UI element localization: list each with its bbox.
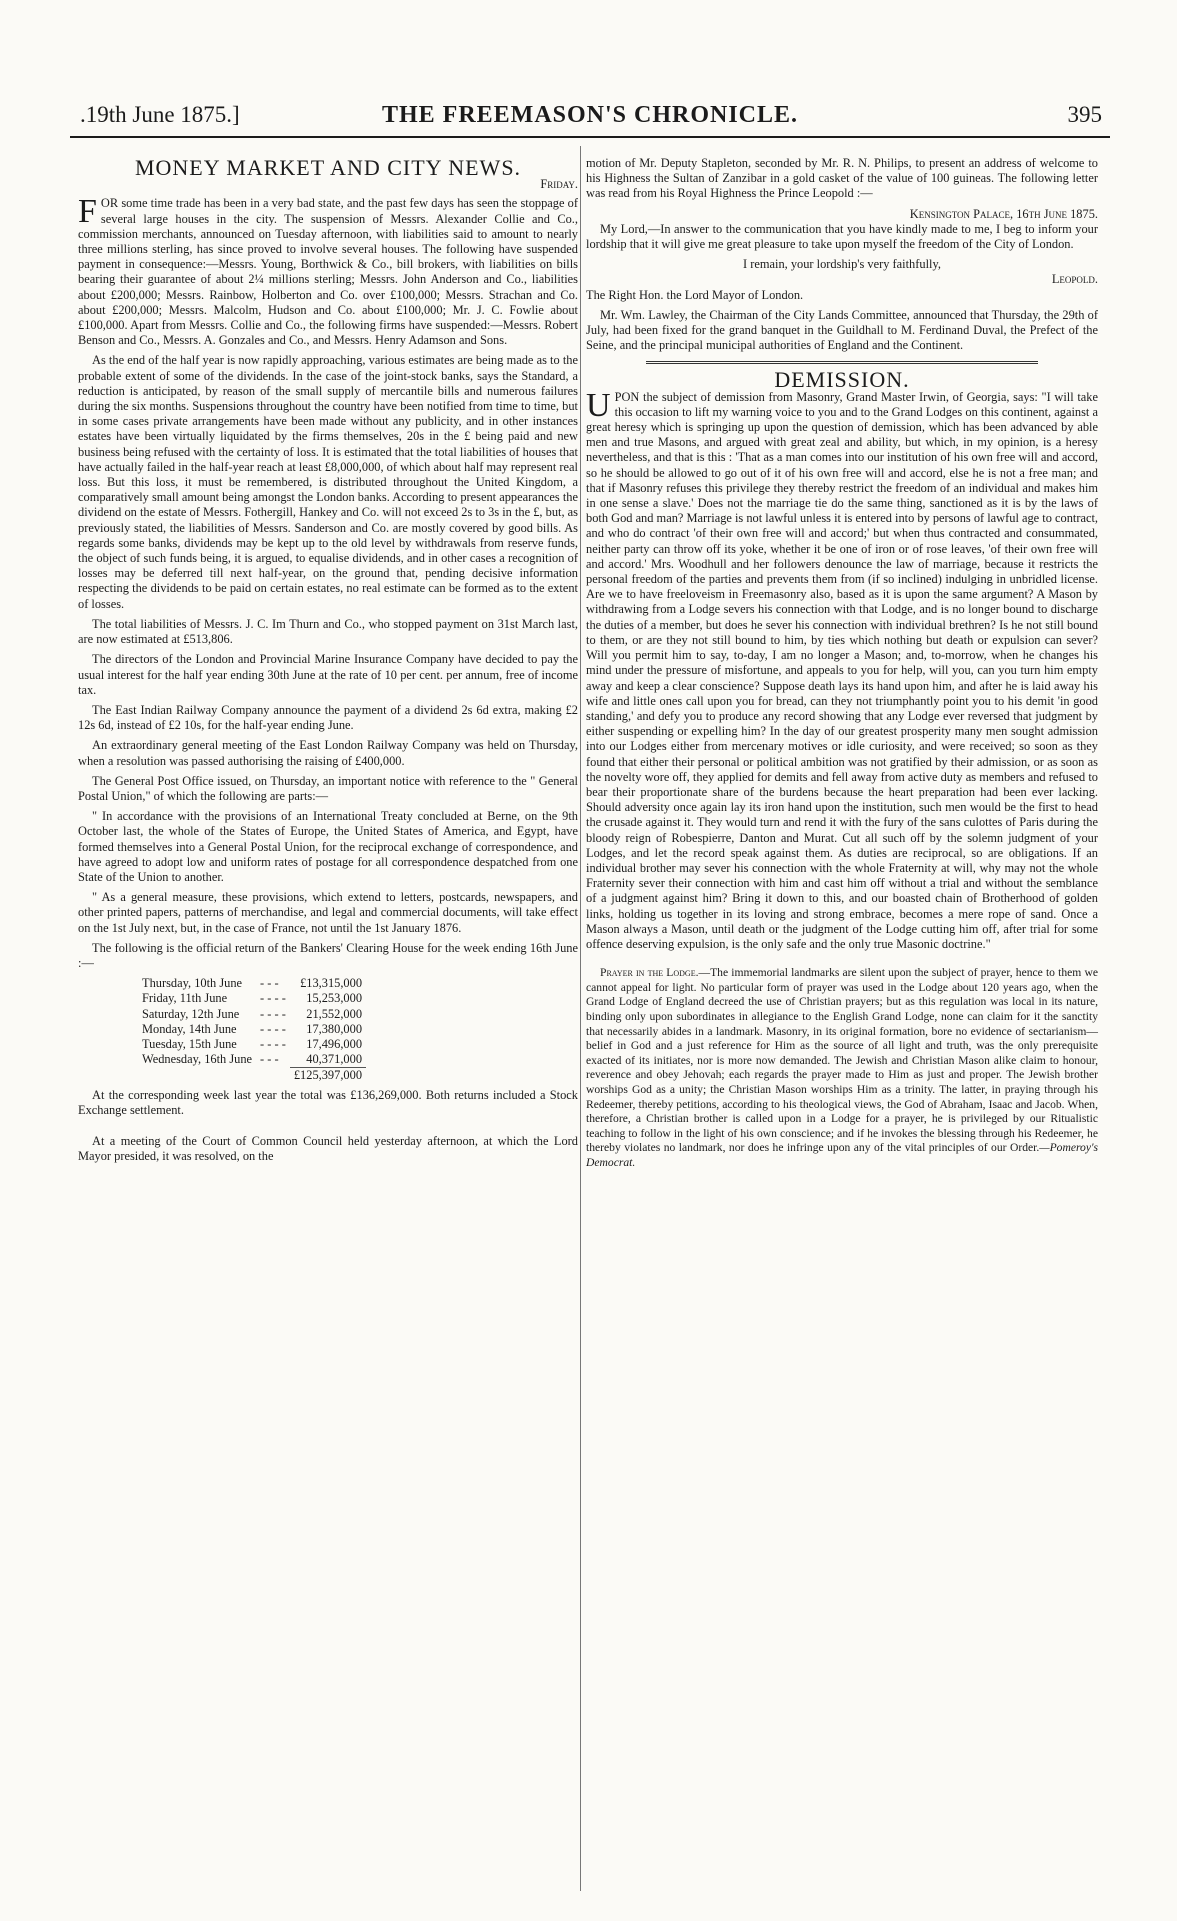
money-paragraph-8: " In accordance with the provisions of an International Treaty concluded at Berne, on the 9th October last, the whole of the States of Europe, the United States of America, and Egypt, have formed themselves into a General Postal Union, for the reciprocal exchange of correspondence, and have agreed to adopt low and uniform rates of postage for all correspondence despatched from one State of the Union to another. [78,809,578,884]
letter-body: My Lord,—In answer to the communication that you have kindly made to me, I beg to inform your lordship that it will give me great pleasure to take upon myself the freedom of the City of London. [586,221,1098,252]
clearing-day: Monday, 14th June [142,1021,237,1036]
clearing-house-table [138,976,366,1083]
money-paragraph-2: As the end of the half year is now rapidly approaching, various estimates are being made as to the probable extent of some of the dividends. In the case of the joint-stock banks, says the Standard, a reduction is anticipated, by reason of the small supply of mercantile bills and numerous failures during the six months. Suspensions throughout the country have been notified from time to time, but in some cases private arrangements have been made without any publicity, and in other instances estates have been virtually liquidated by the firms themselves, 20s in the £ being paid and new business being refused with the certainty of loss. It is estimated that the total liabilities of houses that have actually failed in the half-year reach at least £8,000,000, of which about half may represent real loss. But this loss, it must be remembered, is distributed throughout the United Kingdom, a comparatively small amount being amongst the London banks. According to present appearances the dividend on the estate of Messrs. Fothergill, Hankey and Co. will not exceed 2s to 3s in the £, but, as previously stated, the liabilities of Messrs. Sanderson and Co. are mostly covered by good bills. As regards some banks, dividends may be kept up to the old level by withdrawals from reserve funds, the object of such funds being, it is argued, to equalise dividends, and in other cases a recognition of losses may be deferred till next half-year, on the ground that, pending decisive information respecting the dividends to be paid on certain estates, no real estimate can be formed as to the extent of losses. [78,353,578,611]
money-paragraph-6: An extraordinary general meeting of the East London Railway Company was held on Thursday, when a resolution was passed authorising the raising of £400,000. [78,738,578,768]
right-column [586,156,1098,1175]
clearing-day: Tuesday, 15th June [142,1036,237,1051]
clearing-total: £125,397,000 [290,1068,366,1084]
money-paragraph-7: The General Post Office issued, on Thursday, an important notice with reference to the " General Postal Union," of which the following are parts:— [78,773,578,803]
prayer-text: —The immemorial landmarks are silent upon the subject of prayer, hence to them we cannot appeal for light. No particular form of prayer was used in the Lodge about 120 years ago, when the Grand Lodge of England decreed the use of Christian prayers; but as this regulation was local in its nature, binding only upon subordinates in allegiance to the English Grand Lodge, none can claim for it the sanctity that necessarily abides in a landmark. Masonry, in its original formation, bore no evidence of sectarianism—belief in God and a just reference for Him as the source of all light and truth, was the only prerequisite exacted of its initiates, nor is more now demanded. The Jewish and Christian Mason alike claim to honour, reverence and obey Jehovah; each regards the prayer made to Him as just and proper. The Jewish brother worships God as a unity; the Christian Mason worships Him as a trinity. The latter, in praying through his Redeemer, thereby petitions, according to his theological views, the God of Abraham, Isaac and Jacob. When, therefore, a Christian brother is called upon in a Lodge for a prayer, he is privileged by our Ritualistic teaching to follow in the light of his own conscience; and if he invokes the blessing through his Redeemer, he thereby violates no landmark, nor does he infringe upon any of the vital principles of our Order. [586,966,1098,1155]
clearing-amount: £13,315,000 [300,976,363,991]
clearing-dots: - - - - [260,1036,286,1051]
money-paragraph-11: At the corresponding week last year the total was £136,269,000. Both returns included a Stock Exchange settlement. [78,1087,578,1117]
letter-close: I remain, your lordship's very faithfully, [743,257,941,272]
masthead-title: THE FREEMASON'S CHRONICLE. [381,102,799,128]
clearing-row [138,1022,366,1037]
column-divider [580,146,581,1891]
demission-heading: DEMISSION. [774,367,910,393]
clearing-row [138,1007,366,1022]
section-rule [646,361,1038,364]
clearing-amount: 21,552,000 [306,1006,363,1021]
money-paragraph-5: The East Indian Railway Company announce the payment of a dividend 2s 6d extra, making £2 12s 6d, instead of £2 10s, for the half-year ending June. [78,702,578,733]
money-paragraph-10: The following is the official return of the Bankers' Clearing House for the week ending 16th June :— [78,940,578,970]
clearing-amount: 17,380,000 [306,1021,363,1036]
clearing-dots: - - - - [260,1006,286,1021]
letter-recipient: The Right Hon. the Lord Mayor of London. [586,287,804,302]
money-paragraph-4: The directors of the London and Provincial Marine Insurance Company have decided to pay the usual interest for the half year ending 30th June at the rate of 10 per cent. per annum, free of income tax. [78,652,578,697]
issue-date: .19th June 1875.] [80,102,240,127]
money-paragraph-9: " As a general measure, these provisions, which extend to letters, postcards, newspapers, and other printed papers, patterns of merchandise, and legal and commercial documents, will take effect on the 1st July next, but, in the case of France, not until the 1st January 1876. [78,890,578,935]
money-paragraph-12: At a meeting of the Court of Common Council held yesterday afternoon, at which the Lord Mayor presided, it was resolved, on the [78,1133,578,1164]
page-header [70,102,1110,138]
lawley-paragraph: Mr. Wm. Lawley, the Chairman of the City Lands Committee, announced that Thursday, the 29th of July, had been fixed for the grand banquet in the Guildhall to M. Ferdinand Duval, the Prefect of the Seine, and the principal municipal authorities of England and the Continent. [586,307,1098,353]
clearing-row [138,1037,366,1052]
prayer-paragraph [586,966,1098,1170]
clearing-dots: - - - [260,976,279,991]
letter-place: Kensington Palace, 16th June 1875. [909,206,1098,221]
money-paragraph-3: The total liabilities of Messrs. J. C. Im Thurn and Co., who stopped payment on 31st March last, are now estimated at £513,806. [78,616,578,647]
clearing-row [138,976,366,991]
prayer-source: —Pomeroy's Democrat. [586,1141,1098,1169]
clearing-row [138,1052,366,1068]
clearing-amount: 40,371,000 [306,1052,363,1067]
money-paragraph-1: FOR some time trade has been in a very bad state, and the past few days has seen the stoppage of several large houses in the city. The suspension of Messrs. Alexander Collie and Co., commission merchants, announced on Tuesday afternoon, with liabilities said to amount to nearly three millions sterling, has since proved to involve several houses. The following have suspended payment in consequence:—Messrs. Young, Borthwick & Co., bill brokers, with liabilities on bills bearing their guarantee of about 2¼ millions sterling; Messrs. John Anderson and Co., liabilities about £200,000; Messrs. Rainbow, Holberton and Co. over £100,000; Messrs. Strachan and Co. about £200,000; Messrs. Malcolm, Hudson and Co. about £100,000; Mr. J. C. Fowlie about £100,000. Apart from Messrs. Collie and Co., the following firms have suspended:—Messrs. Robert Benson and Co., Messrs. A. Gonzales and Co., and Messrs. Henry Adamson and Sons. [78,193,578,348]
page-number: 395 [1067,102,1102,127]
clearing-amount: 17,496,000 [306,1036,363,1051]
council-continuation: motion of Mr. Deputy Stapleton, seconded by Mr. R. N. Philips, to present an address of welcome to his Highness the Sultan of Zanzibar in a gold casket of the value of 100 guineas. The following letter was read from his Royal Highness the Prince Leopold :— [586,156,1098,201]
clearing-day: Wednesday, 16th June [142,1052,253,1067]
clearing-dots: - - - [260,1052,279,1067]
prayer-lead: Prayer in the Lodge. [600,966,699,980]
clearing-dots: - - - - [260,1021,286,1036]
clearing-row [138,991,366,1006]
clearing-day: Saturday, 12th June [142,1006,240,1021]
left-column [78,156,578,1169]
clearing-day: Thursday, 10th June [142,976,243,991]
clearing-dots: - - - - [260,991,286,1006]
letter-signature: Leopold. [1051,272,1098,287]
money-market-heading: MONEY MARKET AND CITY NEWS. [134,155,522,180]
money-dateline: Friday. [540,177,578,192]
demission-paragraph: UPON the subject of demission from Masonry, Grand Master Irwin, of Georgia, says: "I will take this occasion to lift my warning voice to you and to the Grand Lodges on this continent, against a great heresy which is springing up upon the question of demission, which has been advanced by able men and true Masons, and argued with great zeal and ability, but which, in my opinion, is a heresy nevertheless, and that is this : 'That as a man comes into our institution of his own free will and accord, so he should be allowed to go out of it of his own free will and accord, else he is not a free man; and that if Masonry refuses this privilege they thereby restrict the freedom of an individual and makes him in one sense a slave.' Does not the marriage tie do the same thing, sanctioned as it is by the laws of both God and man? Marriage is not lawful unless it is entered into by persons of lawful age to contract, and who do contract 'of their own free will and accord;' but when thus contracted and consummated, neither party can throw off its yoke, whether it be one of iron or of rose leaves, 'of their own free will and accord.' Mrs. Woodhull and her followers denounce the law of marriage, because it restricts the personal freedom of the parties and prevents them from (if so inclined) indulging in unbridled license. Are we to have freeloveism in Freemasonry also, based as it is upon the same argument? A Mason by withdrawing from a Lodge severs his connection with that Lodge, and is no longer bound to discharge the duties of a member, but does he sever his connection with individual brethren? Is he not still bound to them, or are they not still bound to him, by ties which nothing but death or expulsion can sever? Will you permit him to say, to-day, I am no longer a Mason; and, to-morrow, when he changes his mind under the pressure of misfortune, and appeals to you for help, will you, can you turn him empty away and keep a clear conscience? Suppose death lays its hand upon him, and after he is laid away his wife and little ones call upon you for bread, can they not triumphantly point you to his demit 'in good standing,' and defy you to produce any record showing that any Lodge ever reversed that judgment by either suspending or expelling him? In the day of our greatest prosperity many men sought admission into our Lodges either from mercenary motives or idle curiosity, and were received; so soon as they found that either their personal or political ambition was not gratified by their admission, or as soon as the novelty wore off, they applied for demits and fell away from active duty as members and refused to bear their proportionate share of the burdens because the heart preparation had been ever lacking. Should adversity once again lay its iron hand upon the institution, such men would be the first to head the crusade against it. They would turn and rend it with the fury of the sans culottes of Paris during the bloody reign of Robespierre, Danton and Murat. Cut all such off by the solemn judgment of your Lodges, and let the record speak against them. As duties are reciprocal, so are obligations. If an individual brother may sever his connection with the whole Fraternity at will, why may not the whole Fraternity sever their connection with him and cast him off without a trial and without the semblance of a judgment against him? Bring it down to this, and our boasted chain of Brotherhood of golden links, holding us together in its loving and strong embrace, becomes a mere rope of sand. Once a Mason always a Mason, until death or the judgment of the Lodge cutting him off, after trial for some offence deserving expulsion, is the only safe and the only true Masonic doctrine." [586,386,1099,951]
clearing-amount: 15,253,000 [306,991,363,1006]
clearing-day: Friday, 11th June [142,991,228,1006]
